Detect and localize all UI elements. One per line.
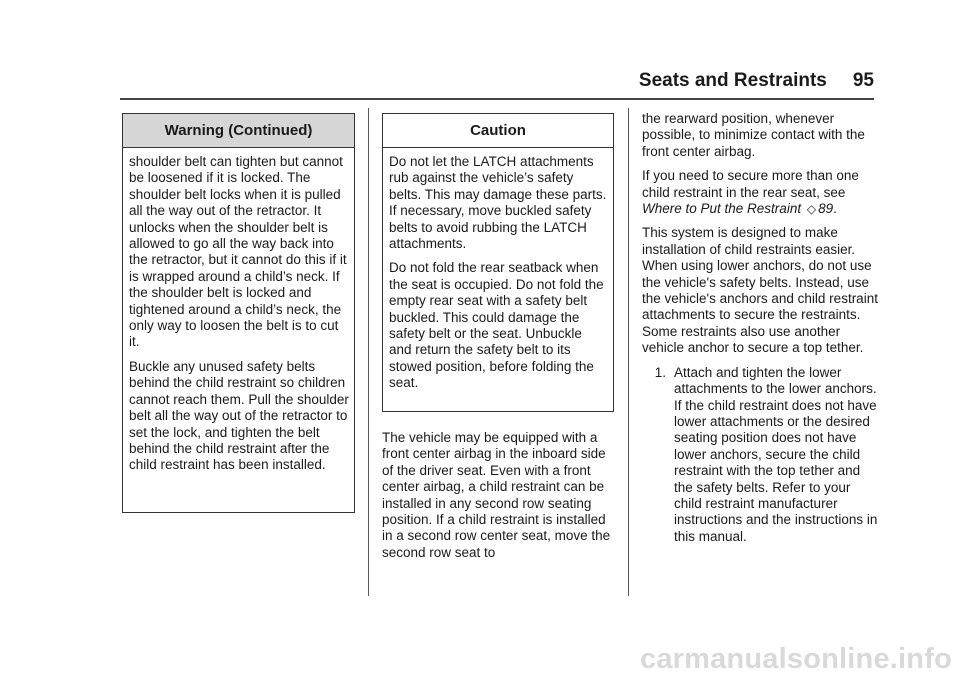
watermark: carmanualsonline.info bbox=[640, 643, 952, 675]
body-paragraph: This system is designed to make installation of child restraints easier. When using lower anchors, do not use the vehicle's safety belts. Instead, use the vehicle's anchors and child restraint attachments to secure the restraints. Some restraints also use another vehicle anchor to secure a top tether. bbox=[642, 225, 878, 356]
column-divider-right bbox=[628, 108, 629, 596]
column-divider-left bbox=[368, 108, 369, 596]
middle-column-text bbox=[382, 430, 618, 569]
list-item bbox=[642, 365, 878, 545]
right-column bbox=[642, 111, 878, 545]
body-paragraph: If you need to secure more than one child restraint in the rear seat, see Where to Put the Restraint ◇ 89. bbox=[642, 168, 859, 217]
body-paragraph: the rearward position, whenever possible, to minimize contact with the front center airbag. bbox=[642, 111, 865, 159]
caution-paragraph: Do not fold the rear seatback when the seat is occupied. Do not fold the empty rear seat with a safety belt buckled. This could damage the safety belt or the seat. Unbuckle and return the safety belt to its stowed position, before folding the seat. bbox=[389, 260, 604, 391]
step-text: Attach and tighten the lower attachments to the lower anchors. If the child restraint does not have lower attachments or the desired seating position does not have lower anchors, secure the child restraint with the top tether and the safety belts. Refer to your child restraint manufacturer instructions and the instructions in this manual. bbox=[674, 364, 878, 544]
caution-box bbox=[382, 113, 614, 412]
caution-title: Caution bbox=[383, 114, 613, 148]
warning-title: Warning (Continued) bbox=[123, 114, 354, 148]
section-title: Seats and Restraints bbox=[638, 70, 827, 91]
steps-list bbox=[642, 365, 878, 545]
page-reference-icon: ◇ bbox=[806, 202, 817, 217]
step-number: 1. bbox=[654, 364, 666, 380]
warning-box bbox=[122, 113, 355, 513]
page-header bbox=[120, 70, 874, 100]
body-paragraph: The vehicle may be equipped with a front center airbag in the inboard side of the driver seat. Even with a front center airbag, a child restraint can be installed in any second row seating position. If a child restraint is installed in a second row center seat, move the second row seat to bbox=[382, 430, 611, 560]
caution-paragraph: Do not let the LATCH attachments rub against the vehicle’s safety belts. This may damage these parts. If necessary, move buckled safety belts to avoid rubbing the LATCH attachments. bbox=[389, 154, 607, 252]
cross-reference-link[interactable]: Where to Put the Restraint ◇ 89 bbox=[642, 201, 834, 217]
warning-paragraph: shoulder belt can tighten but cannot be loosened if it is locked. The shoulder belt locks when it is pulled all the way out of the retractor. It unlocks when the shoulder belt is allowed to go all the way back into the retractor, but it cannot do this if it is wrapped around a child’s neck. If the shoulder belt is locked and tightened around a child’s neck, the only way to loosen the belt is to cut it. bbox=[129, 154, 347, 350]
warning-paragraph: Buckle any unused safety belts behind the child restraint so children cannot reach them. Pull the shoulder belt all the way out of the retractor to set the lock, and tighten the belt behind the child restraint after the child restraint has been installed. bbox=[129, 358, 349, 473]
page-number: 95 bbox=[852, 70, 874, 91]
